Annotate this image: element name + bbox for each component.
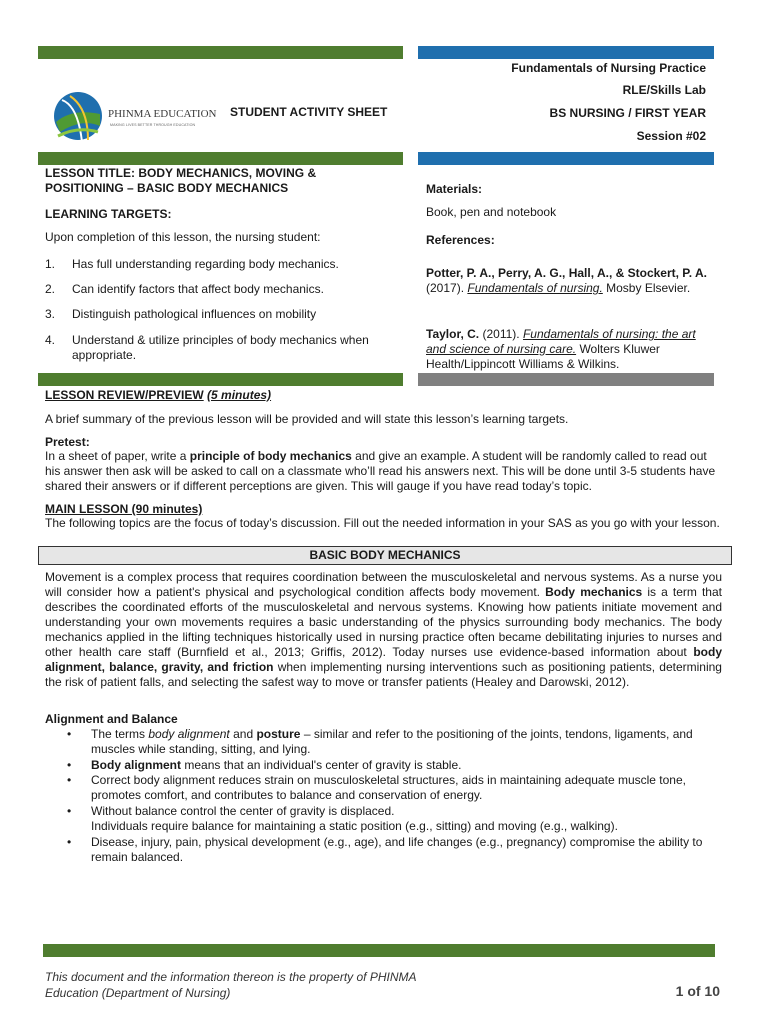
section-green-bar (38, 152, 403, 165)
target-text: Can identify factors that affect body mechanics. (72, 282, 324, 296)
target-number: 2. (45, 282, 56, 296)
footer-line2: Education (Department of Nursing) (45, 986, 231, 1000)
review-duration: (5 minutes) (207, 388, 272, 402)
bullet-icon: • (67, 727, 72, 741)
review-heading-label: LESSON REVIEW/PREVIEW (45, 388, 204, 402)
section-title-box: BASIC BODY MECHANICS (38, 546, 732, 565)
bullet-text: Individuals require balance for maintaining a static position (e.g., sitting) and moving (e.g., walking). (91, 819, 618, 833)
reference-1-title: Fundamentals of nursing. (467, 281, 603, 295)
paragraph-bold: Body mechanics (545, 585, 643, 599)
bullet-text: Without balance control the center of gravity is displaced. (91, 804, 395, 818)
main-lesson-intro: The following topics are the focus of today’s discussion. Fill out the needed information in your SAS as you go with your lesson. (45, 516, 720, 530)
section-blue-bar (418, 152, 714, 165)
target-number: 4. (45, 333, 56, 347)
footer-line1: This document and the information thereon is the property of PHINMA (45, 970, 417, 984)
list-item: Correct body alignment reduces strain on musculoskeletal structures, aids in maintaining adequate muscle tone, promotes comfort, and contributes to balance and conservation of energy. (91, 773, 686, 802)
target-text: Distinguish pathological influences on mobility (72, 307, 317, 321)
list-item (91, 758, 721, 773)
pretest-text (45, 449, 725, 494)
list-item (91, 804, 721, 834)
reference-1 (426, 266, 710, 296)
bullet-icon: • (67, 804, 72, 818)
target-text: Has full understanding regarding body mechanics. (72, 257, 339, 271)
target-number: 3. (45, 307, 56, 321)
logo-tagline: MAKING LIVES BETTER THROUGH EDUCATION (110, 123, 196, 127)
review-gray-bar (418, 373, 714, 386)
session-number: Session #02 (636, 129, 706, 143)
paragraph-text: Movement is a complex process that requires coordination between the musculoskeletal and nervous systems. As a nurse you will consider how a patient's physical and psychological condition affects body movement. (45, 570, 722, 599)
paragraph-text: is a term that describes the coordinated efforts of the musculoskeletal and nervous systems. Knowing how patients initiate movement and understanding your own movements requires a basic understanding of the physics surrounding body mechanics. The body mechanics applied in the lifting techniques historically used in nursing practice often became debilitating injuries to nurses and other health care staff (Burnfield et al., 2013; Griffis, 2012). Today nurses use evidence-based information about (45, 585, 722, 659)
alignment-balance-heading: Alignment and Balance (45, 712, 178, 726)
phinma-logo (52, 86, 217, 146)
pretest-text-a: In a sheet of paper, write a (45, 449, 187, 463)
bullet-bold: Body alignment (91, 758, 182, 772)
bullet-icon: • (67, 758, 72, 772)
target-number: 1. (45, 257, 56, 271)
review-green-bar (38, 373, 403, 386)
list-item: Disease, injury, pain, physical development (e.g., age), and life changes (e.g., pregnancy) compromise the ability to remain balanced. (91, 835, 703, 864)
bullet-icon: • (67, 835, 72, 849)
pretest-text-b: and give an example. A student will be randomly called to read out his answer then ask will be asked to call on a classmate who’ll read his answers next. This will be done until 3-5 students have shared their answers or if different perceptions are given. This will gauge if you have read today’s topic. (45, 449, 716, 493)
sheet-type-title: STUDENT ACTIVITY SHEET (230, 105, 388, 119)
body-mechanics-paragraph (45, 570, 722, 690)
pretest-heading: Pretest: (45, 435, 90, 449)
bullet-text: – similar and refer to the positioning of the joints, tendons, ligaments, and muscles while standing, sitting, and lying. (91, 727, 693, 756)
target-text: Understand & utilize principles of body mechanics when appropriate. (72, 333, 369, 362)
list-item (91, 727, 721, 757)
bullet-text: means that an individual's center of gravity is stable. (184, 758, 462, 772)
lesson-title-line1: LESSON TITLE: BODY MECHANICS, MOVING & (45, 166, 317, 180)
top-blue-bar (418, 46, 714, 59)
materials-heading: Materials: (426, 182, 483, 196)
references-heading: References: (426, 233, 495, 247)
pretest-text-bold: principle of body mechanics (189, 449, 352, 463)
footer-green-bar (43, 944, 715, 957)
reference-2-title: Fundamentals of nursing: the art and science of nursing care. (426, 327, 696, 356)
bullet-text: The terms (91, 727, 146, 741)
review-heading (45, 388, 271, 403)
lab-name: RLE/Skills Lab (622, 83, 706, 97)
reference-2-publisher: Wolters Kluwer Health/Lippincott Williams & Wilkins. (426, 342, 660, 371)
page-number: 1 of 10 (675, 983, 720, 999)
top-green-bar (38, 46, 403, 59)
reference-2-author: Taylor, C. (426, 327, 480, 341)
reference-1-authors: Potter, P. A., Perry, A. G., Hall, A., & Stockert, P. A. (426, 266, 707, 280)
paragraph-bold: body alignment, balance, gravity, and friction (45, 645, 722, 674)
main-lesson-heading: MAIN LESSON (90 minutes) (45, 502, 203, 516)
materials-text: Book, pen and notebook (426, 205, 557, 219)
bullet-bold: posture (256, 727, 301, 741)
bullet-text: and (233, 727, 254, 741)
learning-targets-intro: Upon completion of this lesson, the nursing student: (45, 230, 321, 244)
reference-1-publisher: Mosby Elsevier. (606, 281, 691, 295)
phinma-logo-emblem (52, 86, 104, 146)
program-name: BS NURSING / FIRST YEAR (549, 106, 706, 120)
bullet-italic: body alignment (148, 727, 230, 741)
reference-2 (426, 327, 710, 372)
logo-text: PHINMA EDUCATION (108, 108, 217, 120)
reference-1-year: (2017). (426, 281, 465, 295)
learning-targets-heading: LEARNING TARGETS: (45, 207, 172, 221)
paragraph-text: when implementing nursing interventions such as positioning patients, determining the risk of patient falls, and selecting the safest way to move or transfer patients (Healey and Darowski, 2012). (45, 660, 722, 689)
review-summary: A brief summary of the previous lesson will be provided and will state this lesson’s learning targets. (45, 412, 569, 426)
bullet-icon: • (67, 773, 72, 787)
lesson-title-line2: POSITIONING – BASIC BODY MECHANICS (45, 181, 289, 195)
course-name: Fundamentals of Nursing Practice (511, 61, 706, 75)
reference-2-year: (2011). (482, 327, 520, 341)
